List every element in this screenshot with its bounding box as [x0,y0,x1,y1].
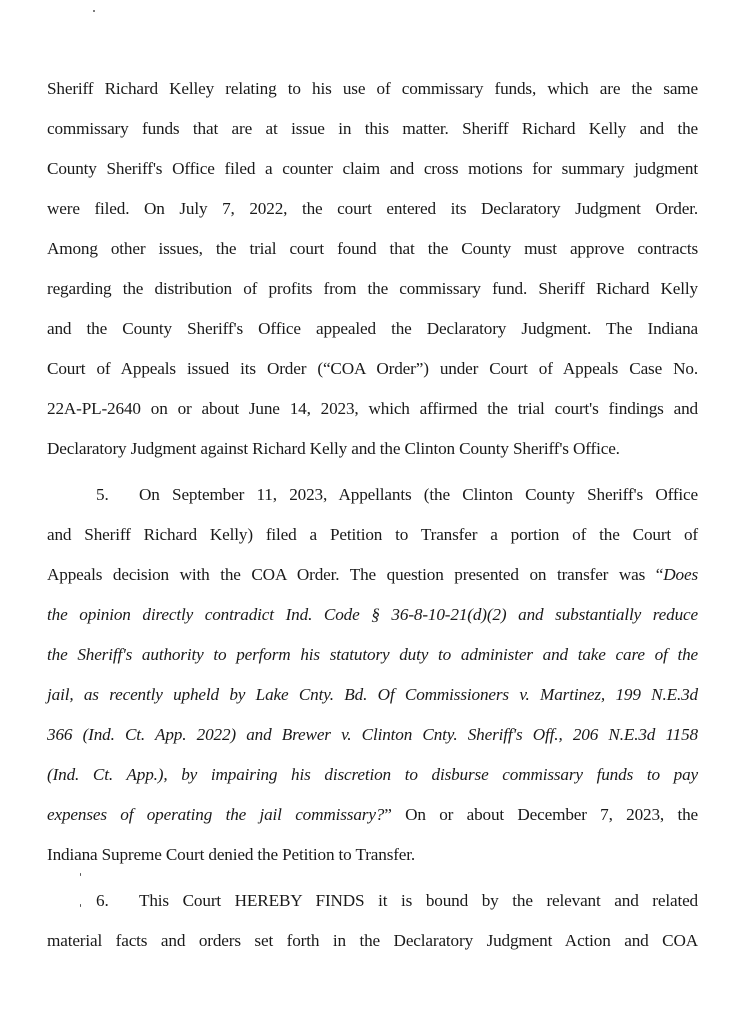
body-text-line: Court of Appeals issued its Order (“COA Order”) under Court of Appeals Case No. [47,359,698,378]
body-text-line [47,802,698,828]
body-text-line: County Sheriff's Office filed a counter claim and cross motions for summary judgment [47,159,698,178]
quoted-question-italic: expenses of operating the jail commissary? [47,805,385,824]
body-text-line-italic [47,642,698,668]
body-text-line-italic [47,762,698,788]
text-plain: ” On or about December 7, 2023, the [384,805,699,824]
quoted-question-italic: the Sheriff's authority to perform his statutory duty to administer and take care of the [47,645,698,664]
body-text-line: commissary funds that are at issue in this matter. Sheriff Richard Kelly and the [47,119,698,138]
body-text-line-italic [47,602,698,628]
paragraph-number: 6. [96,891,109,910]
body-text-line: Sheriff Richard Kelley relating to his use of commissary funds, which are the same [47,79,698,98]
scan-speck [80,873,81,876]
paragraph-5-first-line [96,482,698,508]
body-text-line: material facts and orders set forth in the Declaratory Judgment Action and COA [47,931,698,950]
body-text-line: Indiana Supreme Court denied the Petition to Transfer. [47,845,416,864]
body-text-line: 22A-PL-2640 on or about June 14, 2023, which affirmed the trial court's findings and [47,399,698,418]
paragraph-6-first-line [96,888,698,914]
body-text-line: Among other issues, the trial court found that the County must approve contracts [47,239,698,258]
paragraph-number: 5. [96,485,109,504]
body-text-line: and Sheriff Richard Kelly) filed a Petition to Transfer a portion of the Court of [47,525,698,544]
body-text-line: were filed. On July 7, 2022, the court entered its Declaratory Judgment Order. [47,199,698,218]
paragraph-text: This Court HEREBY FINDS it is bound by the relevant and related [139,891,698,910]
quoted-question-italic: (Ind. Ct. App.), by impairing his discretion to disburse commissary funds to pay [47,765,698,784]
quoted-question-italic: 366 (Ind. Ct. App. 2022) and Brewer v. Clinton Cnty. Sheriff's Off., 206 N.E.3d 1158 [47,725,698,744]
quoted-question-italic: the opinion directly contradict Ind. Code § 36-8-10-21(d)(2) and substantially reduce [47,605,698,624]
text-plain: Appeals decision with the COA Order. The question presented on transfer was “ [47,565,664,584]
body-text-line: and the County Sheriff's Office appealed the Declaratory Judgment. The Indiana [47,319,698,338]
quoted-question-italic: Does [663,565,698,584]
body-text-line-italic [47,722,698,748]
body-text-line: regarding the distribution of profits from the commissary fund. Sheriff Richard Kelly [47,279,698,298]
body-text-line [47,562,698,588]
body-text-line: Declaratory Judgment against Richard Kelly and the Clinton County Sheriff's Office. [47,439,620,458]
scan-speck [80,904,81,907]
body-text-line-italic [47,682,698,708]
quoted-question-italic: jail, as recently upheld by Lake Cnty. Bd. Of Commissioners v. Martinez, 199 N.E.3d [47,685,698,704]
scan-speck [93,10,95,12]
paragraph-text: On September 11, 2023, Appellants (the Clinton County Sheriff's Office [139,485,698,504]
